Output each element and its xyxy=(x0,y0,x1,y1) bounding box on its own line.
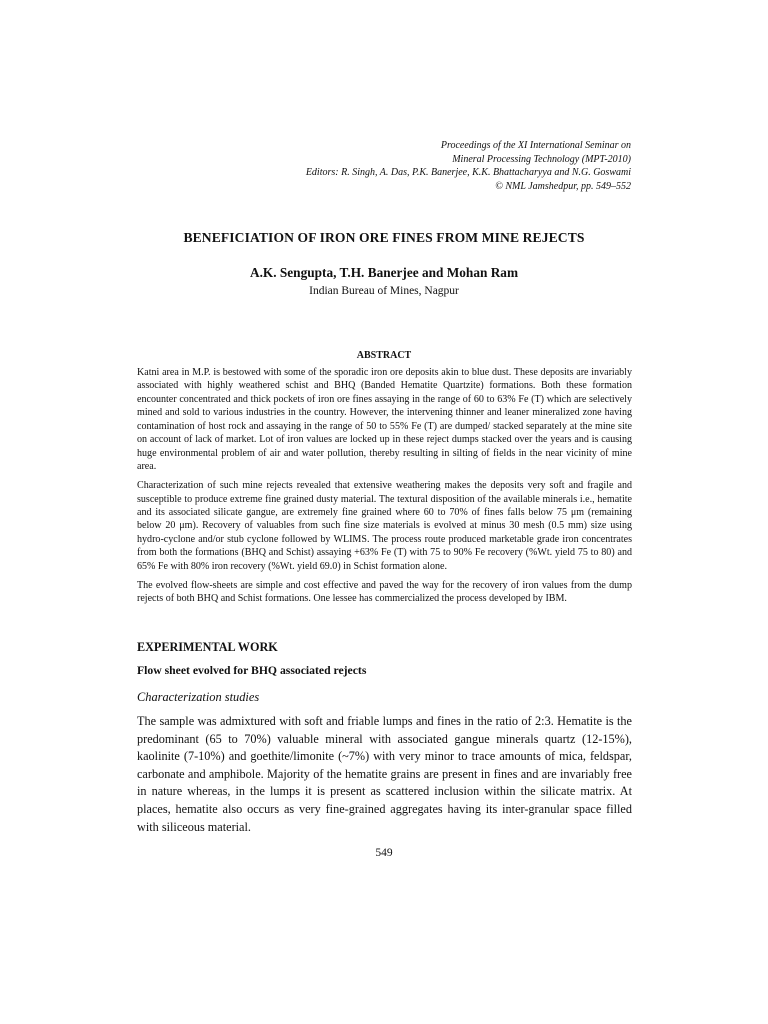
paper-authors: A.K. Sengupta, T.H. Banerjee and Mohan Ram xyxy=(249,265,519,280)
abstract-heading: ABSTRACT xyxy=(356,350,412,361)
section-heading-experimental-work: EXPERIMENTAL WORK xyxy=(137,640,278,654)
abstract-paragraph: Katni area in M.P. is bestowed with some of the sporadic iron ore deposits akin to blue dust. These deposits are invariably associated with highly weathered schist and BHQ (Banded Hematite Quartzite) formations. Both these formation encounter concentrated and thick pockets of iron ore fines assaying in the range of 60 to 63% Fe (T) which are selectively mined and sold to various industries in the country. However, the intervening thinner and leaner mineralized zone having contamination of host rock and assaying in the range of 50 to 55% Fe (T) are dumped/ stacked separately at the mine site on account of lack of market. Lot of iron values are locked up in these reject dumps stacked over the years and is causing huge environmental problem of air and water pollution, thereby resulting in silting of fields in the near vicinity of mine area. xyxy=(137,367,632,473)
header-line: © NML Jamshedpur, pp. 549–552 xyxy=(495,180,631,192)
header-line: Editors: R. Singh, A. Das, P.K. Banerjee, K.K. Bhattacharyya and N.G. Goswami xyxy=(305,167,631,179)
page-number: 549 xyxy=(375,847,393,859)
abstract-paragraph: The evolved flow-sheets are simple and cost effective and paved the way for the recovery of iron values from the dump rejects of both BHQ and Schist formations. One lessee has commercialized the process developed by IBM. xyxy=(137,579,632,605)
body-text xyxy=(137,713,632,836)
author-affiliation: Indian Bureau of Mines, Nagpur xyxy=(309,285,459,297)
header-line: Proceedings of the XI International Seminar on xyxy=(440,140,631,151)
header-line: Mineral Processing Technology (MPT-2010) xyxy=(452,153,631,165)
paper-title: BENEFICIATION OF IRON ORE FINES FROM MINE REJECTS xyxy=(183,230,585,245)
body-paragraph: The sample was admixtured with soft and friable lumps and fines in the ratio of 2:3. Hematite is the predominant (65 to 70%) valuable mineral with associated gangue minerals quartz (12-15%), kaolinite (7-10%) and goethite/limonite (~7%) with very minor to trace amounts of mica, feldspar, carbonate and amphibole. Majority of the hematite grains are present in fines and are invariably free in nature whereas, in the lumps it is present as scattered inclusion within the silicate matrix. At places, hematite also occurs as very fine-grained aggregates having its inter-granular space filled with siliceous material. xyxy=(137,714,632,834)
abstract-paragraph: Characterization of such mine rejects revealed that extensive weathering makes the deposits very soft and fragile and susceptible to produce extreme fine grained dusty material. The textural disposition of the available minerals i.e., hematite and its associated silicate gangue, are extremely fine grained where 60 to 70% of fines falls below 75 μm (remaining below 20 μm). Recovery of valuables from such fine size materials is evolved at minus 30 mesh (0.5 mm) size using hydro-cyclone and/or stub cyclone followed by WLIMS. The process route produced marketable grade iron concentrates from both the formations (BHQ and Schist) assaying +63% Fe (T) with 75 to 90% Fe recovery (%Wt. yield 75 to 80) and 65% Fe with 80% iron recovery (%Wt. yield 69.0) in Schist formation alone. xyxy=(137,480,632,572)
subsubsection-heading-characterization: Characterization studies xyxy=(137,690,260,704)
abstract-body xyxy=(137,366,632,611)
subsection-heading-flow-sheet: Flow sheet evolved for BHQ associated rejects xyxy=(137,664,367,677)
proceedings-header xyxy=(306,139,631,193)
